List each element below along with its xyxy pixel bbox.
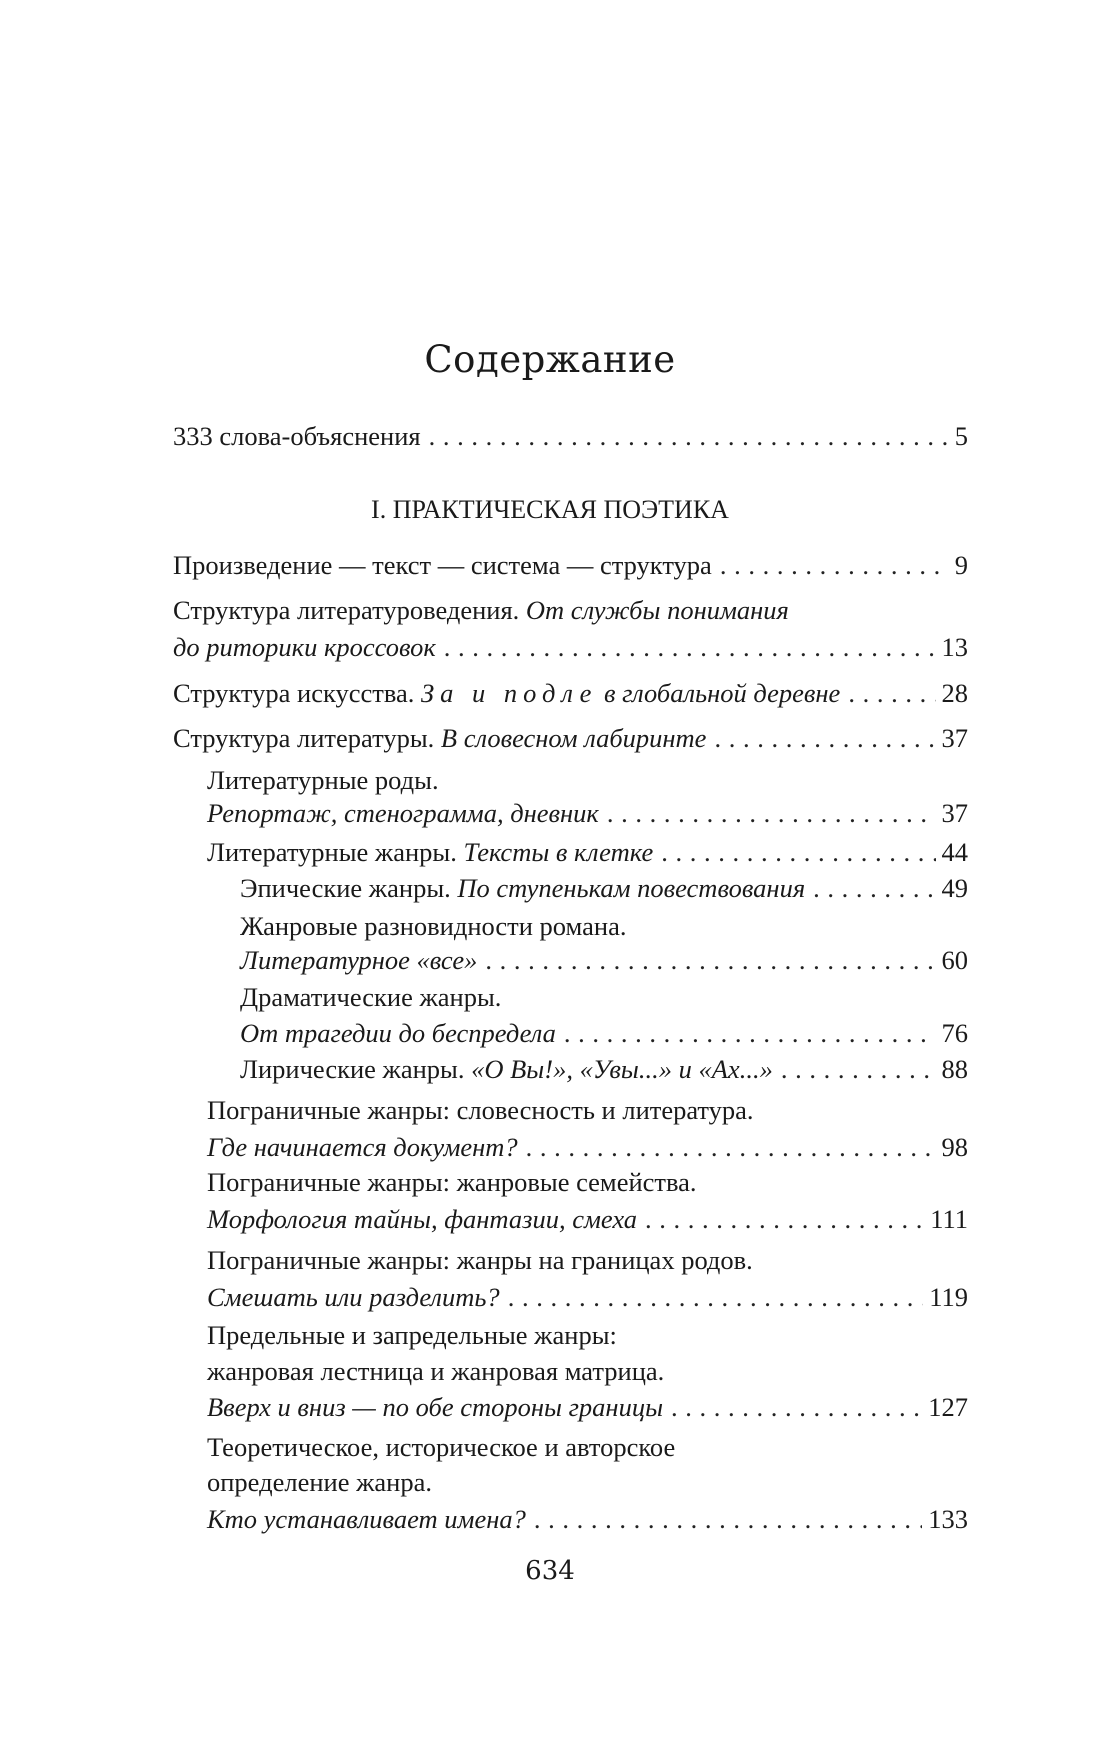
toc-entry[interactable] xyxy=(207,1201,968,1237)
entry-title: Эпические жанры. xyxy=(240,873,458,903)
toc-entry[interactable] xyxy=(173,629,968,665)
page-number-footer: 634 xyxy=(525,1556,575,1586)
entry-subtitle: «О Вы!», «Увы...» и «Ах...» xyxy=(471,1054,773,1084)
entry-subtitle: Репортаж, стенограмма, дневник xyxy=(207,798,599,828)
toc-entry-intro[interactable] xyxy=(173,418,968,454)
leader-dots xyxy=(714,720,935,756)
page-number: 133 xyxy=(928,1504,968,1534)
entry-subtitle: По ступенькам повествования xyxy=(457,873,806,903)
toc-entry[interactable] xyxy=(207,795,968,831)
leader-dots xyxy=(848,675,935,711)
toc-entry-line[interactable]: определение жанра. xyxy=(207,1467,432,1497)
page-title: Содержание xyxy=(424,338,676,381)
toc-entry[interactable] xyxy=(240,870,968,906)
entry-subtitle: Вверх и вниз — по обе стороны границы xyxy=(207,1392,664,1422)
entry-subtitle: От службы понимания xyxy=(525,595,789,625)
page-number: 111 xyxy=(930,1204,968,1234)
section-heading: I. ПРАКТИЧЕСКАЯ ПОЭТИКА xyxy=(371,495,729,524)
toc-entry[interactable] xyxy=(207,1389,968,1425)
entry-title: Структура литературоведения. xyxy=(173,595,526,625)
toc-entry-line[interactable]: жанровая лестница и жанровая матрица. xyxy=(207,1356,665,1386)
entry-subtitle: Морфология тайны, фантазии, смеха xyxy=(207,1204,637,1234)
page-number: 37 xyxy=(941,798,968,828)
toc-entry-line[interactable]: Жанровые разновидности романа. xyxy=(240,911,627,941)
leader-dots xyxy=(645,1201,924,1237)
toc-entry-line[interactable]: Драматические жанры. xyxy=(240,982,502,1012)
entry-subtitle: Смешать или разделить? xyxy=(207,1282,500,1312)
leader-dots xyxy=(671,1389,922,1425)
toc-entry[interactable] xyxy=(207,1501,968,1537)
entry-subtitle: Где начинается документ? xyxy=(207,1132,518,1162)
page-number: 5 xyxy=(954,421,968,451)
toc-entry[interactable] xyxy=(173,547,968,583)
entry-subtitle: Кто устанавливает имена? xyxy=(207,1504,526,1534)
page-number: 49 xyxy=(941,873,968,903)
page-number: 28 xyxy=(941,678,968,708)
page-number: 119 xyxy=(929,1282,968,1312)
page-number: 88 xyxy=(941,1054,968,1084)
entry-title: Лирические жанры. xyxy=(240,1054,472,1084)
toc-entry-line[interactable]: Предельные и запредельные жанры: xyxy=(207,1320,617,1350)
page-number: 127 xyxy=(928,1392,968,1422)
toc-entry-line[interactable] xyxy=(173,592,789,628)
page-number: 60 xyxy=(941,945,968,975)
page-number: 13 xyxy=(941,632,968,662)
entry-title: Произведение — текст — система — структура xyxy=(173,550,712,580)
entry-subtitle: Тексты в клетке xyxy=(463,837,654,867)
leader-dots xyxy=(508,1279,924,1315)
leader-dots xyxy=(661,834,935,870)
toc-entry[interactable] xyxy=(240,1015,968,1051)
entry-title: Литературные жанры. xyxy=(207,837,464,867)
toc-entry-line[interactable]: Пограничные жанры: словесность и литература. xyxy=(207,1095,754,1125)
leader-dots xyxy=(564,1015,936,1051)
toc-entry[interactable] xyxy=(173,720,968,756)
entry-subtitle: От трагедии до беспредела xyxy=(240,1018,556,1048)
page-number: 76 xyxy=(941,1018,968,1048)
toc-entry[interactable] xyxy=(207,1279,968,1315)
toc-entry-line[interactable]: Пограничные жанры: жанры на границах родов. xyxy=(207,1245,753,1275)
page-number: 37 xyxy=(941,723,968,753)
leader-dots xyxy=(526,1129,936,1165)
leader-dots xyxy=(781,1051,936,1087)
leader-dots xyxy=(607,795,936,831)
page-number: 98 xyxy=(941,1132,968,1162)
entry-subtitle: в глобальной деревне xyxy=(597,678,841,708)
entry-title: Структура искусства. xyxy=(173,678,421,708)
toc-entry-line[interactable]: Теоретическое, историческое и авторское xyxy=(207,1432,676,1462)
entry-title: 333 слова-объяснения xyxy=(173,421,421,451)
entry-title: Структура литературы. xyxy=(173,723,441,753)
entry-subtitle: Литературное «все» xyxy=(240,945,478,975)
entry-subtitle: В словесном лабиринте xyxy=(440,723,707,753)
entry-subtitle: до риторики кроссовок xyxy=(173,632,436,662)
leader-dots xyxy=(429,418,949,454)
toc-entry[interactable] xyxy=(207,834,968,870)
page-number: 9 xyxy=(954,550,968,580)
toc-entry-line[interactable]: Пограничные жанры: жанровые семейства. xyxy=(207,1167,697,1197)
leader-dots xyxy=(813,870,935,906)
entry-subtitle-spaced: За и подле xyxy=(421,678,598,708)
toc-entry[interactable] xyxy=(240,1051,968,1087)
leader-dots xyxy=(720,547,949,583)
toc-entry[interactable] xyxy=(207,1129,968,1165)
toc-entry-line[interactable]: Литературные роды. xyxy=(207,765,439,795)
toc-entry[interactable] xyxy=(240,942,968,978)
leader-dots xyxy=(444,629,936,665)
page-number: 44 xyxy=(941,837,968,867)
toc-entry[interactable] xyxy=(173,675,968,711)
leader-dots xyxy=(485,942,935,978)
leader-dots xyxy=(534,1501,922,1537)
